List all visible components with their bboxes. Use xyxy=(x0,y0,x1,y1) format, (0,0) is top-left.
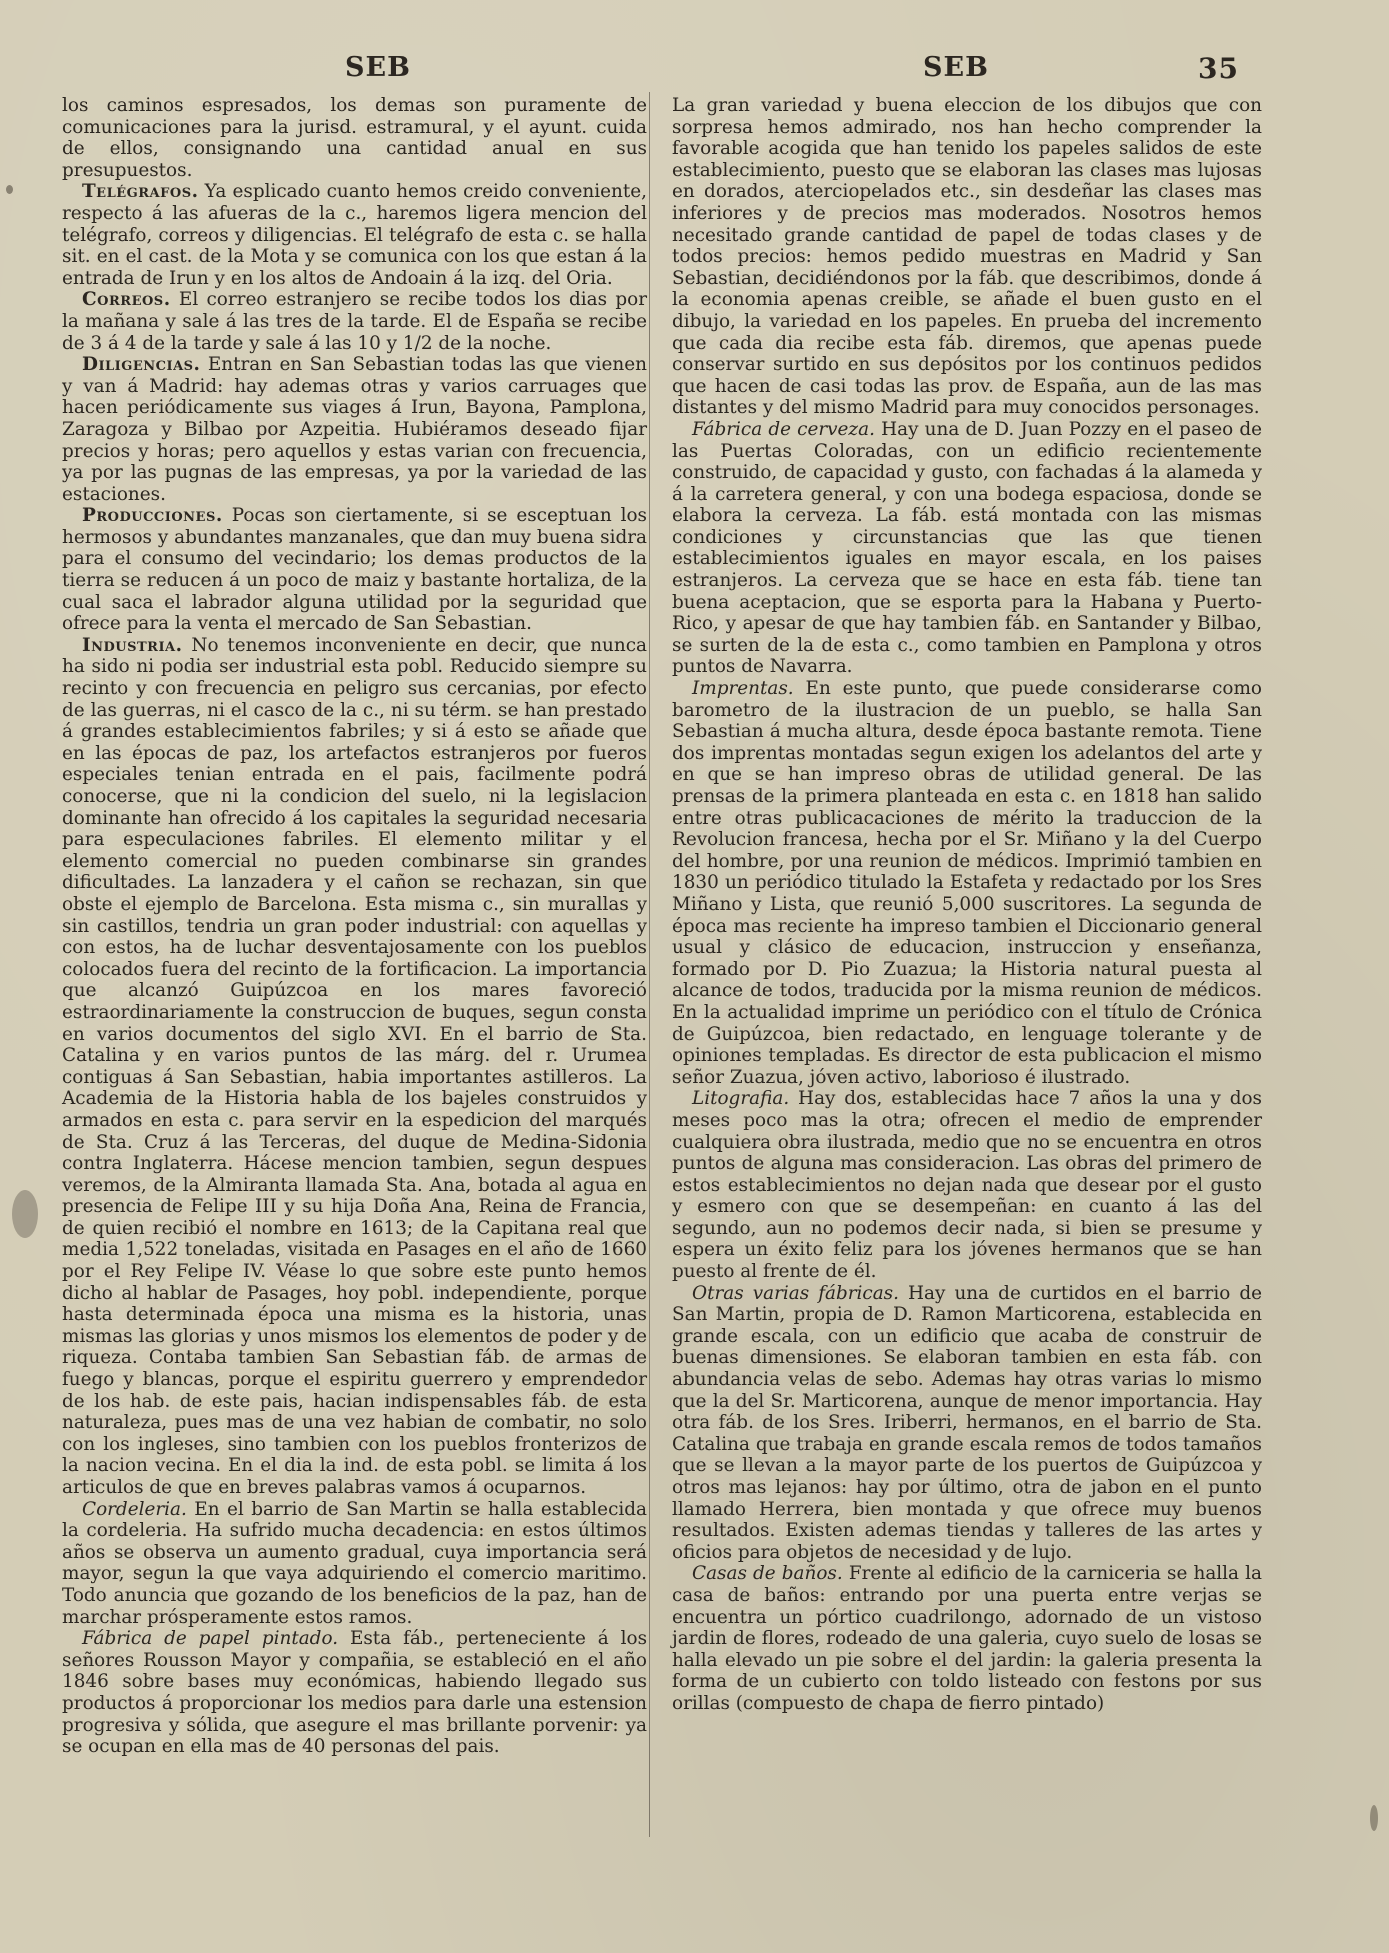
running-head-left: SEB xyxy=(345,52,411,83)
section-heading: Cordeleria. xyxy=(82,1498,187,1520)
paragraph xyxy=(62,505,647,635)
paragraph xyxy=(672,1088,1262,1282)
paragraph-text: Hay una de curtidos en el barrio de San Martin, propia de D. Ramon Marticorena, establecida en grande escala, con un edificio que acaba de construir de buenas dimensiones. Se elaboran tambien en esta fáb. con abundancia velas de sebo. Ademas hay otras varias lo mismo que la del Sr. Marticorena, aunque de menor importancia. Hay otra fáb. de los Sres. Iriberri, hermanos, en el barrio de Sta. Catalina que trabaja en grande escala remos de todos tamaños que se llevan a la mayor parte de los puertos de Guipúzcoa y otros mas lejanos: hay por último, otra de jabon en el punto llamado Herrera, bien montada y que ofrece muy buenos resultados. Existen ademas tiendas y talleres de las artes y oficios para objetos de necesidad y de lujo. xyxy=(672,1282,1262,1563)
paragraph-text: La gran variedad y buena eleccion de los dibujos que con sorpresa hemos admirado, nos han hecho comprender la favorable acogida que han tenido los papeles salidos de este establecimiento, puesto que se elaboran las clases mas lujosas en dorados, aterciopelados etc., sin desdeñar las clases mas inferiores y de precios mas moderados. Nosotros hemos necesitado grande cantidad de papel de todas clases y de todos precios: hemos pedido muestras en Madrid y San Sebastian, decidiéndonos por la fáb. que describimos, donde á la economia apenas creible, se añade el buen gusto en el dibujo, la variedad en los papeles. En prueba del incremento que cada dia recibe esta fáb. diremos, que apenas puede conservar surtido en sus depósitos por los continuos pedidos que hacen de casi todas las prov. de España, aun de las mas distantes y del mismo Madrid para muy conocidos personages. xyxy=(672,95,1262,419)
left-text-column xyxy=(62,95,647,1758)
page-speck xyxy=(6,185,13,194)
paragraph-text: Ya esplicado cuanto hemos creido conveniente, respecto á las afueras de la c., haremos ligera mencion del telégrafo, correos y diligencias. El telégrafo de esta c. se halla sit. en el cast. de la Mota y se comunica con los que estan á la entrada de Irun y en los altos de Andoain á la izq. del Oria. xyxy=(62,181,647,289)
section-heading: Diligencias. xyxy=(82,354,201,376)
section-heading: Telégrafos. xyxy=(82,181,199,203)
paragraph xyxy=(672,1283,1262,1564)
paragraph xyxy=(672,678,1262,1088)
paragraph xyxy=(62,95,647,181)
section-heading: Correos. xyxy=(82,289,171,311)
paragraph-text: En el barrio de San Martin se halla establecida la cordeleria. Ha sufrido mucha decadencia: en estos últimos años se observa un aumento gradual, cuya importancia será mayor, segun la que vaya adquiriendo el comercio maritimo. Todo anuncia que gozando de los beneficios de la paz, han de marchar prósperamente estos ramos. xyxy=(62,1498,647,1628)
section-heading: Fábrica de cerveza. xyxy=(692,418,875,440)
paragraph xyxy=(62,354,647,505)
paragraph xyxy=(62,181,647,289)
paragraph-text: Pocas son ciertamente, si se esceptuan los hermosos y abundantes manzanales, que dan muy buena sidra para el consumo del vecindario; los demas productos de la tierra se reducen á un poco de maiz y bastante hortaliza, de la cual saca el labrador alguna utilidad por la seguridad que ofrece para la venta el mercado de San Sebastian. xyxy=(62,505,647,635)
running-head-center: SEB xyxy=(923,52,989,83)
page-number: 35 xyxy=(1198,52,1239,85)
section-heading: Imprentas. xyxy=(692,678,794,700)
page-stain xyxy=(12,1190,38,1238)
paragraph-text: Frente al edificio de la carniceria se halla la casa de baños: entrando por una puerta entre verjas se encuentra un pórtico cuadrilongo, adornado de un vistoso jardin de flores, rodeado de una galeria, cuyo suelo de losas se halla elevado un pie sobre el del jardin: la galeria presenta la forma de un cubierto con toldo listeado con festons por sus orillas (compuesto de chapa de fierro pintado) xyxy=(672,1563,1262,1714)
paragraph xyxy=(672,1563,1262,1714)
paragraph xyxy=(62,1499,647,1629)
section-heading: Producciones. xyxy=(82,505,223,527)
section-heading: Fábrica de papel pintado. xyxy=(82,1628,339,1650)
paragraph xyxy=(62,289,647,354)
page-speck xyxy=(1370,1805,1378,1831)
section-heading: Otras varias fábricas. xyxy=(692,1282,899,1304)
column-divider xyxy=(649,92,650,1837)
paragraph-text: El correo estranjero se recibe todos los dias por la mañana y sale á las tres de la tarde. El de España se recibe de 3 á 4 de la tarde y sale á las 10 y 1/2 de la noche. xyxy=(62,289,647,354)
paragraph-text: Esta fáb., perteneciente á los señores Rousson Mayor y compañia, se estableció en el año 1846 sobre bases muy económicas, habiendo llegado sus productos á proporcionar los medios para darle una estension progresiva y sólida, que asegure el mas brillante porvenir: ya se ocupan en ella mas de 40 personas del pais. xyxy=(62,1628,648,1758)
paragraph xyxy=(62,1628,647,1758)
paragraph xyxy=(672,95,1262,419)
section-heading: Industria. xyxy=(82,634,183,656)
paragraph xyxy=(672,419,1262,678)
paragraph-text: Hay una de D. Juan Pozzy en el paseo de las Puertas Coloradas, con un edificio recientemente construido, de capacidad y gusto, con fachadas á la alameda y á la carretera general, y con una bodega espaciosa, donde se elabora la cerveza. La fáb. está montada con las mismas condiciones y circunstancias que las que tienen establecimientos iguales en mayor escala, en los paises estranjeros. La cerveza que se hace en esta fáb. tiene tan buena aceptacion, que se esporta para la Habana y Puerto-Rico, y apesar de que hay tambien fáb. en Santander y Bilbao, se surten de la de esta c., como tambien en Pamplona y otros puntos de Navarra. xyxy=(672,418,1262,678)
section-heading: Casas de baños. xyxy=(692,1563,843,1585)
right-text-column xyxy=(672,95,1262,1715)
paragraph xyxy=(62,635,647,1499)
section-heading: Litografia. xyxy=(692,1088,790,1110)
paragraph-text: los caminos espresados, los demas son puramente de comunicaciones para la jurisd. estramural, y el ayunt. cuida de ellos, consignando una cantidad anual en sus presupuestos. xyxy=(62,95,647,181)
paragraph-text: No tenemos inconveniente en decir, que nunca ha sido ni podia ser industrial esta pobl. Reducido siempre su recinto y con frecuencia en peligro sus cercanias, por efecto de las guerras, ni el casco de la c., ni su térm. se han prestado á grandes establecimientos fabriles; y si á esto se añade que en las épocas de paz, los artefactos estranjeros por fueros especiales tenian entrada en el pais, facilmente podrá conocerse, que ni la condicion del suelo, ni la legislacion dominante han ofrecido á los capitales la seguridad necesaria para especulaciones fabriles. El elemento militar y el elemento comercial no pueden combinarse sin grandes dificultades. La lanzadera y el cañon se rechazan, sin que obste el ejemplo de Barcelona. Esta misma c., sin murallas y sin castillos, tendria un gran poder industrial: con aquellas y con estos, ha de luchar desventajosamente con los pueblos colocados fuera del recinto de la fortificacion. La importancia que alcanzó Guipúzcoa en los mares favoreció estraordinariamente la construccion de buques, segun consta en varios documentos del siglo XVI. En el barrio de Sta. Catalina y en varios puntos de las márg. del r. Urumea contiguas á San Sebastian, habia importantes astilleros. La Academia de la Historia habla de los bajeles construidos y armados en esta c. para servir en la espedicion del marqués de Sta. Cruz á las Terceras, del duque de Medina-Sidonia contra Inglaterra. Hácese mencion tambien, segun despues veremos, de la Almiranta llamada Sta. Ana, botada al agua en presencia de Felipe III y su hija Doña Ana, Reina de Francia, de quien recibió el nombre en 1613; de la Capitana real que media 1,522 toneladas, visitada en Pasages en el año de 1660 por el Rey Felipe IV. Véase lo que sobre este punto hemos dicho al hablar de Pasages, hoy pobl. independiente, porque hasta determinada época una misma es la historia, unas mismas las glorias y unos mismos los elementos de poder y de riqueza. Contaba tambien San Sebastian fáb. de armas de fuego y blancas, porque el espiritu guerrero y emprendedor de los hab. de este pais, hacian indispensables fáb. de esta naturaleza, pues mas de una vez habian de combatir, no solo con los ingleses, sino tambien con los pueblos fronterizos de la nacion vecina. En el dia la ind. de esta pobl. se limita á los articulos de que en breves palabras vamos á ocuparnos. xyxy=(62,634,647,1498)
paragraph-text: Entran en San Sebastian todas las que vienen y van á Madrid: hay ademas otras y varios carruages que hacen periódicamente sus viages á Irun, Bayona, Pamplona, Zaragoza y Bilbao por Azpeitia. Hubiéramos deseado fijar precios y horas; pero aquellos y estas varian con frecuencia, ya por las pugnas de las empresas, ya por la variedad de las estaciones. xyxy=(62,354,647,505)
paragraph-text: Hay dos, establecidas hace 7 años la una y dos meses poco mas la otra; ofrecen el medio de emprender cualquiera obra ilustrada, medio que no se encuentra en otros puntos de alguna mas consideracion. Las obras del primero de estos establecimientos no dejan nada que desear por el gusto y esmero con que se desempeñan: en cuanto á las del segundo, aun no podemos decir nada, si bien se presume y espera un éxito feliz para los jóvenes hermanos que se han puesto al frente de él. xyxy=(672,1088,1262,1283)
paragraph-text: En este punto, que puede considerarse como barometro de la ilustracion de un pueblo, se halla San Sebastian á mucha altura, desde época bastante remota. Tiene dos imprentas montadas segun exigen los adelantos del arte y en que se han impreso obras de utilidad general. De las prensas de la primera planteada en esta c. en 1818 han salido entre otras publicacaciones de mérito la traduccion de la Revolucion francesa, hecha por el Sr. Miñano y la del Cuerpo del hombre, por una reunion de médicos. Imprimió tambien en 1830 un periódico titulado la Estafeta y redactado por los Sres Miñano y Lista, que reunió 5,000 suscritores. La segunda de época mas reciente ha impreso tambien el Diccionario general usual y clásico de educacion, instruccion y enseñanza, formado por D. Pio Zuazua; la Historia natural puesta al alcance de todos, traducida por la misma reunion de médicos. En la actualidad imprime un periódico con el título de Crónica de Guipúzcoa, bien redactado, en lenguage tolerante y de opiniones templadas. Es director de esta publicacion el mismo señor Zuazua, jóven activo, laborioso é ilustrado. xyxy=(672,678,1262,1088)
